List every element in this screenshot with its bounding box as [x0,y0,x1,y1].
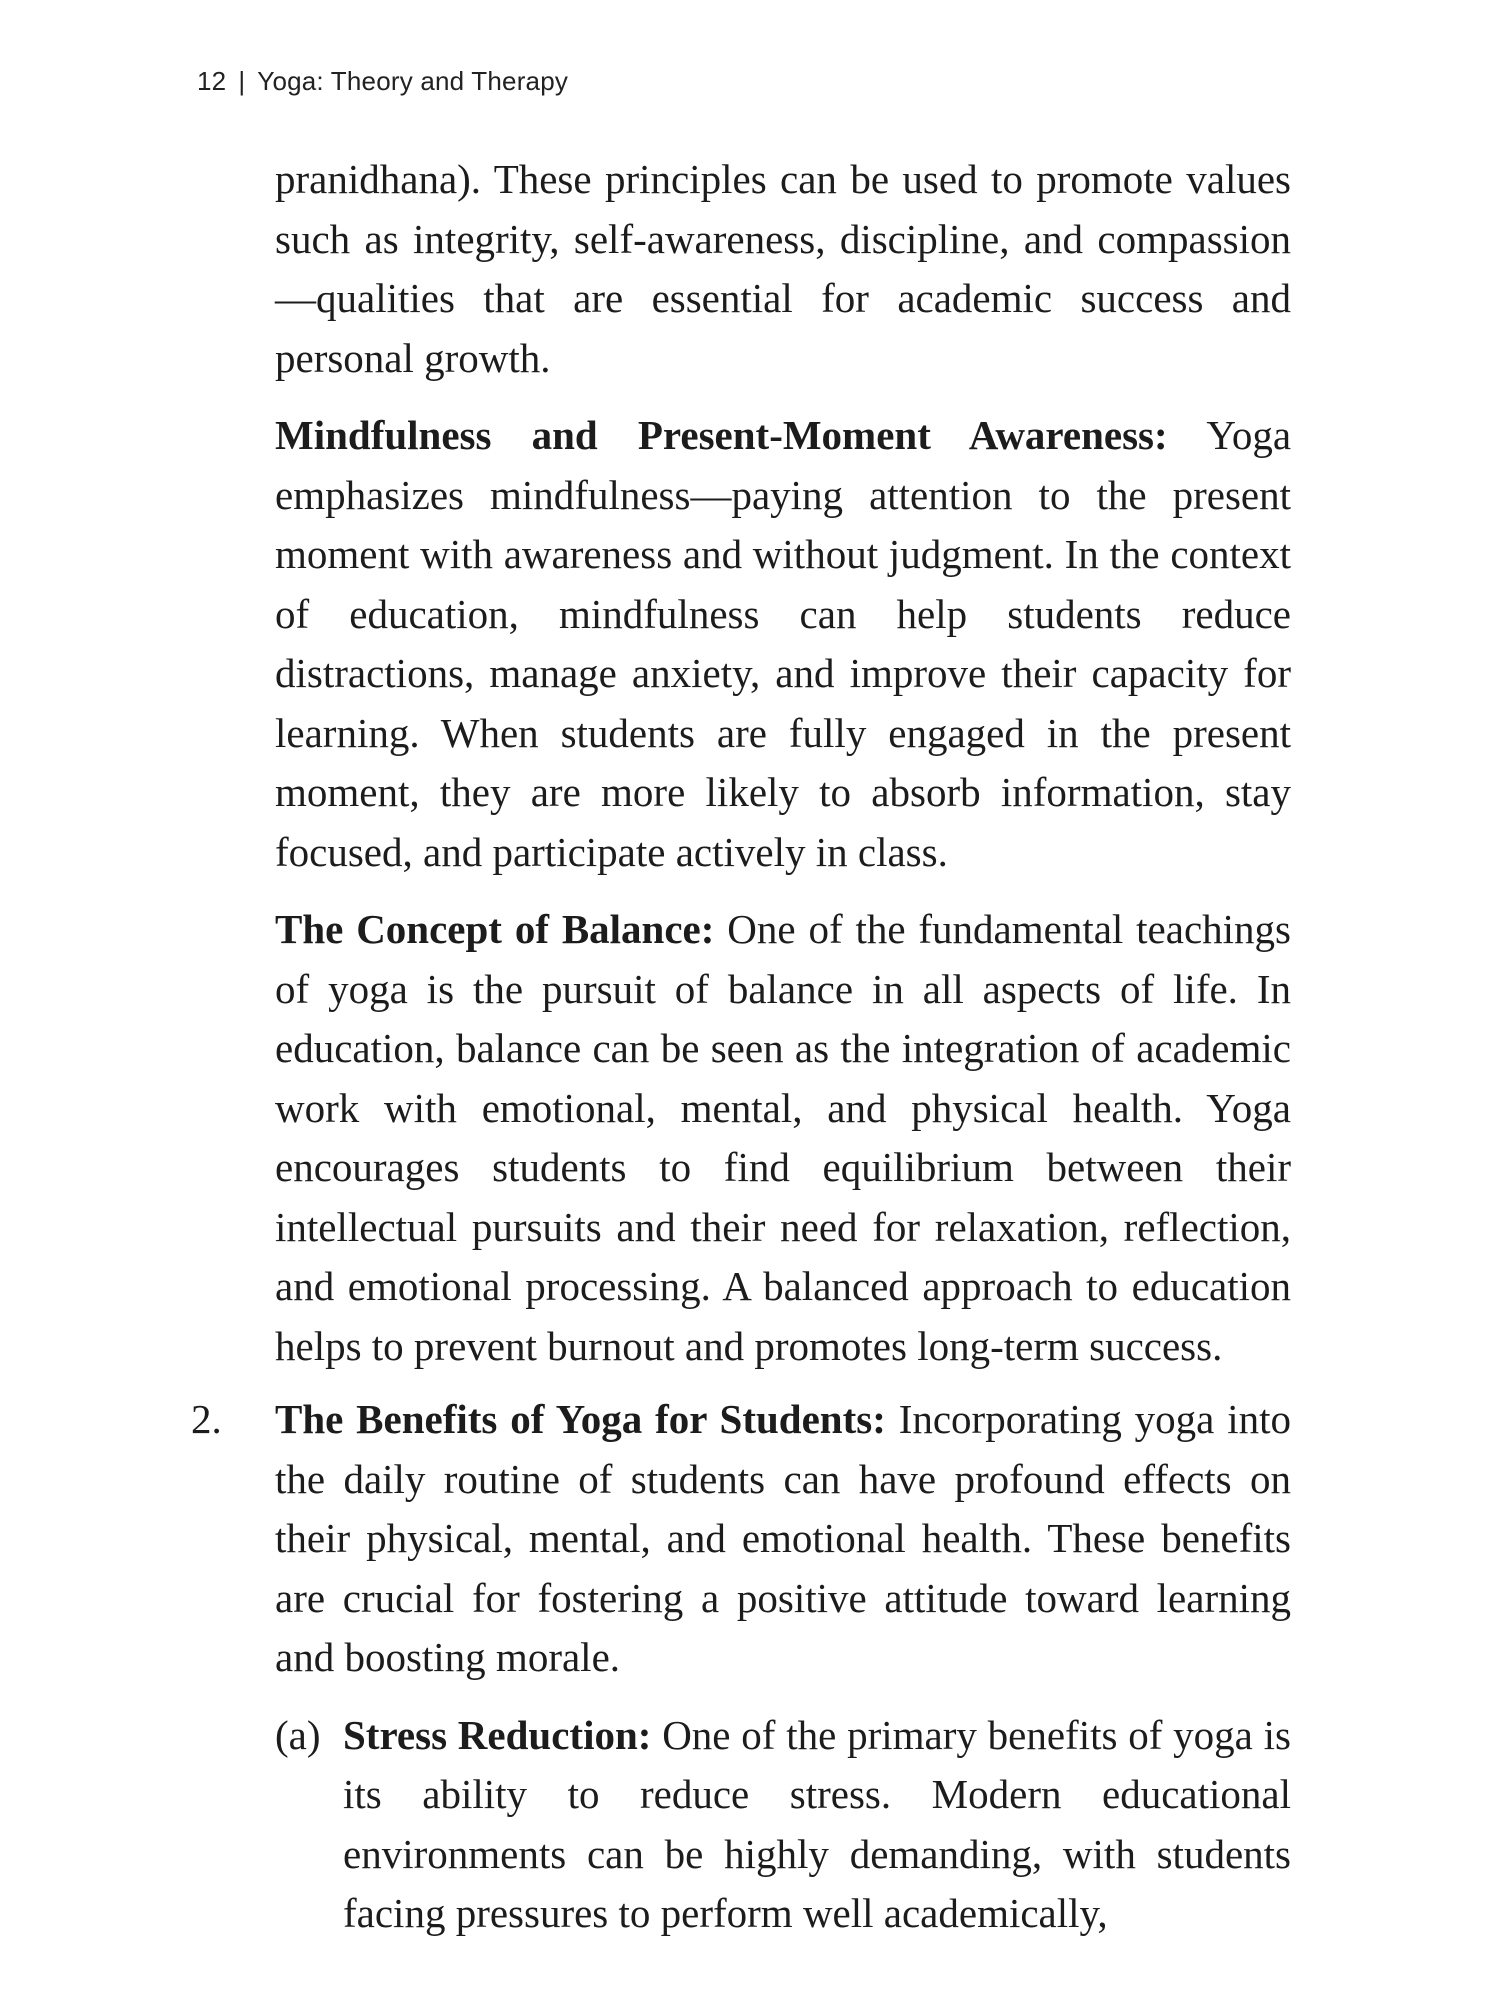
page-number: 12 [197,66,227,96]
book-title: Yoga: Theory and Therapy [257,66,569,96]
intro-paragraph: pranidhana). These principles can be used to promote values such as integrity, self-awareness, discipline, and compassion—qualities that are essential for academic success and personal growth. [275,156,1291,381]
page-body [191,150,1292,1944]
list-number: 2. [191,1396,222,1442]
balance-text: One of the fundamental teachings of yoga is the pursuit of balance in all aspects of life. In education, balance can be seen as the integration of academic work with emotional, mental, and physical health. Yoga encourages students to find equilibrium between their intellectual pursuits and their need for relaxation, reflection, and emotional processing. A balanced approach to education helps to prevent burnout and promotes long-term success. [275,906,1291,1369]
stress-heading: Stress Reduction: [343,1711,652,1758]
benefits-heading: The Benefits of Yoga for Students: [275,1396,886,1442]
header-separator: | [238,66,246,96]
benefits-list-item [191,1390,1291,1688]
stress-text: One of the primary benefits of yoga is its ability to reduce stress. Modern educational environments can be highly demanding, with students facing pressures to perform well academically, [343,1711,1291,1936]
balance-paragraph [275,900,1291,1376]
mindfulness-heading: Mindfulness and Present-Moment Awareness: [275,412,1168,458]
stress-sub-item [275,1706,1291,1944]
running-header [197,66,568,97]
benefits-text: Incorporating yoga into the daily routine of students can have profound effects on their physical, mental, and emotional health. These benefits are crucial for fostering a positive attitude toward learning and boosting morale. [275,1396,1291,1680]
mindfulness-text: Yoga emphasizes mindfulness—paying attention to the present moment with awareness and without judgment. In the context of education, mindfulness can help students reduce distractions, manage anxiety, and improve their capacity for learning. When students are fully engaged in the present moment, they are more likely to absorb information, stay focused, and participate actively in class. [275,412,1292,875]
sub-item-letter: (a) [275,1711,321,1758]
mindfulness-paragraph [275,406,1291,882]
balance-heading: The Concept of Balance: [275,906,715,952]
